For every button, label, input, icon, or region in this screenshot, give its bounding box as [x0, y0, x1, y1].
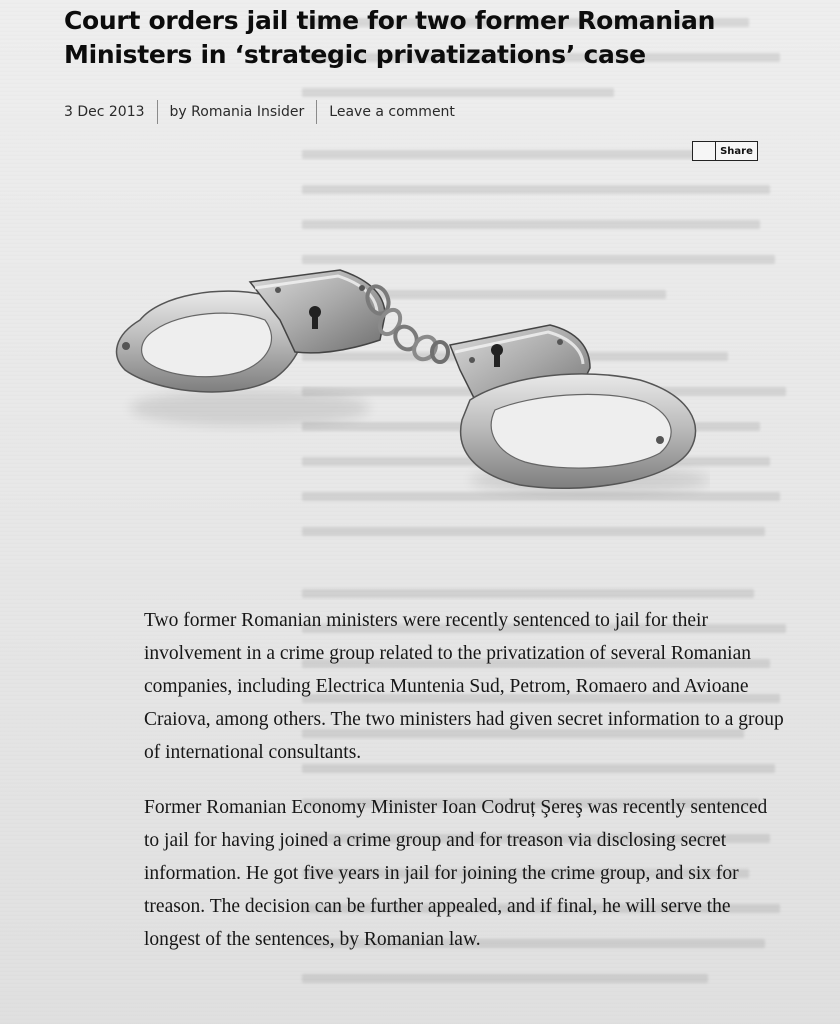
share-button[interactable] — [692, 141, 758, 161]
author-byline: by Romania Insider — [169, 104, 305, 120]
article-body — [144, 604, 784, 978]
article-title: Court orders jail time for two former Romanian Ministers in ‘strategic privatizations’ case — [64, 6, 716, 69]
share-label: Share — [720, 145, 753, 157]
leave-comment-link[interactable]: Leave a comment — [329, 104, 455, 120]
share-count-box — [693, 142, 716, 160]
publish-date: 3 Dec 2013 — [64, 104, 145, 120]
meta-divider — [157, 100, 158, 124]
meta-divider — [316, 100, 317, 124]
article-meta — [64, 100, 455, 124]
article-paragraph: Two former Romanian ministers were recently sentenced to jail for their involvement in a crime group related to the privatization of several Romanian companies, including Electrica Muntenia Sud, Petrom, Romaero and Avioane Craiova, among others. The two ministers had given secret information to a group of international consultants. — [144, 610, 784, 763]
handcuffs-photo — [100, 260, 710, 500]
article-paragraph: Former Romanian Economy Minister Ioan Codruț Şereş was recently sentenced to jail for having joined a crime group and for treason via disclosing secret information. He got five years in jail for joining the crime group, and six for treason. The decision can be further appealed, and if final, he will serve the longest of the sentences, by Romanian law. — [144, 797, 768, 950]
